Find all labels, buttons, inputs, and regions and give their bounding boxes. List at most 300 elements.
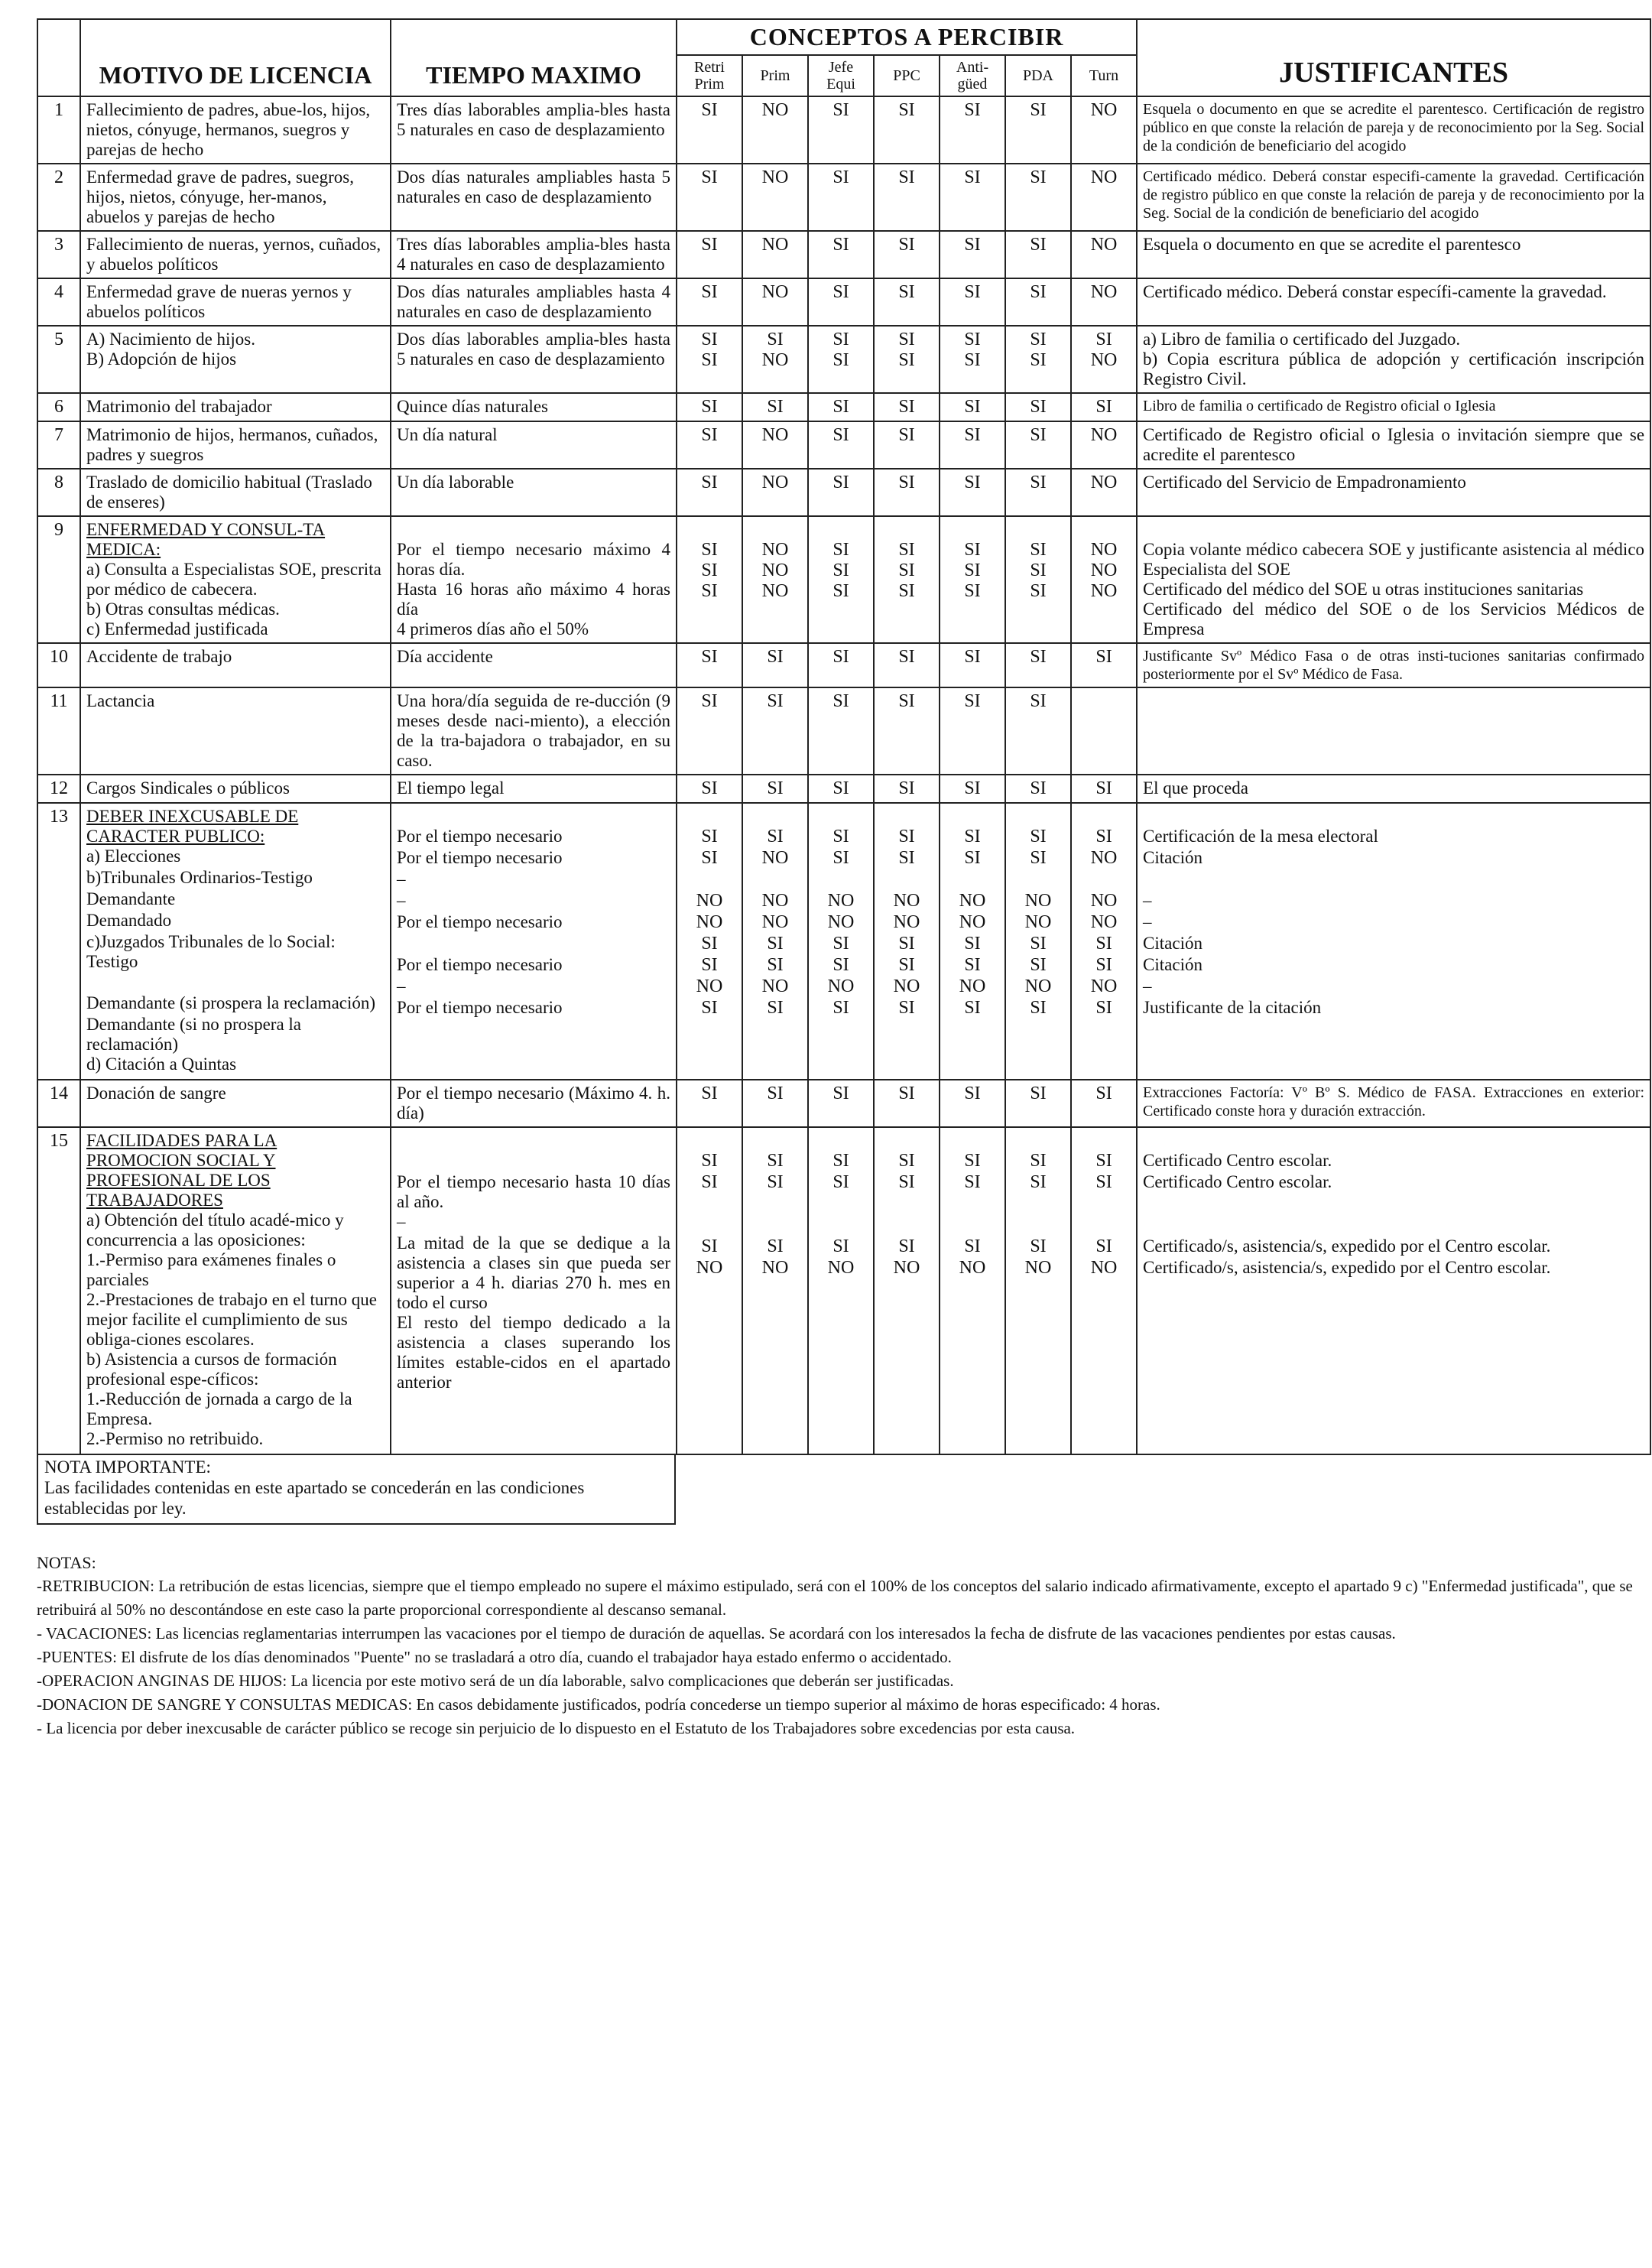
tiempo-line: [397, 1151, 670, 1172]
concepto-value: SI: [1030, 1151, 1047, 1171]
concepto-value: SI: [964, 561, 981, 580]
concepto-value: SI: [1030, 1172, 1047, 1192]
tiempo-text: Dos días naturales ampliables hasta 4 naturales en caso de desplazamiento: [397, 282, 670, 321]
tiempo-cell: [391, 421, 677, 469]
concepto-cell: [874, 775, 940, 803]
concepto-value: SI: [767, 1172, 784, 1192]
concepto-cell: [677, 421, 742, 469]
concepto-value: SI: [1030, 350, 1047, 370]
concepto-cell: [808, 421, 874, 469]
concepto-value: SI: [701, 100, 718, 120]
nota-item-label: - VACACIONES:: [37, 1624, 152, 1643]
tiempo-cell: [391, 326, 677, 393]
concepto-value: NO: [761, 282, 789, 302]
concepto-cell: [742, 326, 808, 393]
concepto-value: NO: [893, 1258, 920, 1278]
tiempo-text: El tiempo legal: [397, 778, 505, 798]
concepto-value: SI: [1030, 235, 1047, 255]
motivo-line: 1.-Reducción de jornada a cargo de la Empresa.: [86, 1389, 352, 1428]
concepto-cell: [808, 1127, 874, 1454]
concepto-cell: [874, 803, 940, 1080]
concepto-cell: [677, 516, 742, 643]
concepto-cell: [1071, 687, 1137, 775]
motivo-line: Demandante (si no prospera la reclamación): [86, 1015, 302, 1054]
tiempo-line: –: [397, 1212, 406, 1231]
concepto-cell: [940, 775, 1005, 803]
tiempo-line: –: [397, 976, 406, 996]
concepto-cell: [808, 326, 874, 393]
concepto-value: SI: [832, 581, 849, 601]
concepto-value: SI: [767, 778, 784, 798]
concepto-value: SI: [898, 1151, 915, 1171]
concepto-cell: [874, 326, 940, 393]
concepto-value: SI: [1030, 167, 1047, 187]
concepto-value: SI: [898, 827, 915, 846]
motivo-cell: [80, 469, 391, 516]
concepto-value: [1011, 1215, 1065, 1236]
concepto-value: [683, 1194, 736, 1215]
tiempo-line: [397, 934, 670, 955]
concepto-value: SI: [898, 167, 915, 187]
concepto-value: SI: [964, 998, 981, 1018]
tiempo-cell: [391, 803, 677, 1080]
concepto-value: SI: [1030, 934, 1047, 954]
table-row: [37, 96, 1650, 164]
concepto-value: SI: [701, 955, 718, 975]
concepto-value: SI: [1030, 955, 1047, 975]
justificante-text: Libro de familia o certificado de Registro oficial o Iglesia: [1143, 398, 1496, 414]
tiempo-line: Por el tiempo necesario: [397, 955, 563, 974]
justificante-line: Certificación de la mesa electoral: [1143, 827, 1378, 846]
concepto-value: SI: [1030, 397, 1047, 417]
concepto-value: SI: [701, 581, 718, 601]
concepto-cell: [1005, 1127, 1071, 1454]
justificante-line: Certificado Centro escolar.: [1143, 1151, 1332, 1170]
concepto-value: SI: [701, 1236, 718, 1256]
tiempo-text: Un día natural: [397, 425, 498, 444]
justificante-cell: [1137, 164, 1650, 231]
motivo-text: Fallecimiento de nueras, yernos, cuñados, y abuelos políticos: [86, 235, 381, 274]
concepto-value: SI: [832, 1151, 849, 1171]
licencias-document: [37, 18, 1650, 1740]
concepto-value: NO: [959, 891, 986, 911]
concepto-value: SI: [701, 848, 718, 868]
concepto-value: SI: [701, 998, 718, 1018]
concepto-cell: [677, 278, 742, 326]
concepto-value: SI: [767, 330, 784, 349]
justificante-text: Esquela o documento en que se acredite el parentesco. Certificación de registro público en que conste la relación de pareja y de reconocimiento por la Seg. Social de la condición de beneficiario del acogido: [1143, 101, 1645, 154]
concepto-value: SI: [1095, 827, 1112, 846]
concepto-value: NO: [959, 976, 986, 996]
concepto-value: NO: [696, 976, 723, 996]
concepto-value: SI: [964, 350, 981, 370]
tiempo-text: Día accidente: [397, 647, 493, 666]
concepto-value: SI: [898, 397, 915, 417]
tiempo-line: Por el tiempo necesario: [397, 998, 563, 1017]
concepto-value: SI: [1095, 1172, 1112, 1192]
concepto-value: NO: [761, 425, 789, 445]
tiempo-cell: [391, 278, 677, 326]
table-row: [37, 231, 1650, 278]
tiempo-cell: [391, 1080, 677, 1127]
concepto-value: [683, 869, 736, 891]
concepto-cell: [1071, 1127, 1137, 1454]
concepto-value: SI: [964, 691, 981, 711]
nota-item-text: Las licencias reglamentarias interrumpen las vacaciones por el tiempo de duración de aquellas. Se acordará con los interesados la fecha de disfrute de las vacaciones pendientes por estas causas.: [155, 1624, 1396, 1643]
concepto-cell: [1071, 803, 1137, 1080]
row-number: 1: [37, 96, 80, 164]
tiempo-cell: [391, 687, 677, 775]
concepto-value: [1011, 869, 1065, 891]
nota-item-text: El disfrute de los días denominados "Puente" no se trasladará a otro día, cuando el trabajador haya estado enfermo o accidentado.: [121, 1648, 952, 1666]
motivo-cell: [80, 516, 391, 643]
concepto-value: NO: [1090, 912, 1118, 932]
concepto-cell: [1005, 164, 1071, 231]
concepto-value: SI: [701, 647, 718, 667]
justificante-cell: [1137, 516, 1650, 643]
table-row: [37, 775, 1650, 803]
concepto-cell: [1005, 393, 1071, 421]
concepto-value: SI: [832, 350, 849, 370]
row-number: 15: [37, 1127, 80, 1454]
concepto-value: SI: [701, 778, 718, 798]
concepto-cell: [808, 1080, 874, 1127]
concepto-value: SI: [701, 827, 718, 846]
concepto-cell: [808, 803, 874, 1080]
concepto-value: SI: [1030, 1236, 1047, 1256]
concepto-cell: [808, 393, 874, 421]
concepto-value: NO: [893, 976, 920, 996]
concepto-value: SI: [898, 561, 915, 580]
header-justificantes: JUSTIFICANTES: [1137, 19, 1650, 96]
tiempo-line: [397, 1392, 670, 1414]
tiempo-text: Quince días naturales: [397, 397, 548, 416]
concepto-cell: [874, 1127, 940, 1454]
tiempo-line: Por el tiempo necesario hasta 10 días al año.: [397, 1172, 670, 1211]
concepto-value: SI: [964, 473, 981, 492]
tiempo-line: La mitad de la que se dedique a la asistencia a clases sin que pueda ser superior a 4 h. diarias 270 h. mes en todo el curso: [397, 1233, 670, 1312]
motivo-cell: [80, 803, 391, 1080]
concepto-value: SI: [1030, 998, 1047, 1018]
concepto-cell: [677, 393, 742, 421]
nota-item: [37, 1669, 1642, 1693]
nota-item-label: -RETRIBUCION:: [37, 1577, 154, 1595]
tiempo-line: –: [397, 869, 406, 889]
concepto-cell: [1005, 421, 1071, 469]
justificante-text: Justificante Svº Médico Fasa o de otras insti-tuciones sanitarias confirmado posteriormente por el Svº Médico de Fasa.: [1143, 648, 1645, 683]
tiempo-text: 4 primeros días año el 50%: [397, 619, 589, 638]
tiempo-line: Por el tiempo necesario: [397, 848, 563, 867]
concepto-value: SI: [898, 1236, 915, 1256]
tiempo-text: Dos días laborables amplia-bles hasta 5 naturales en caso de desplazamiento: [397, 330, 670, 369]
concepto-value: NO: [761, 235, 789, 255]
concepto-cell: [1005, 96, 1071, 164]
concepto-cell: [940, 1127, 1005, 1454]
tiempo-text: Tres días laborables amplia-bles hasta 5 naturales en caso de desplazamiento: [397, 100, 670, 139]
justificante-line: [1143, 1194, 1644, 1215]
licencias-table: [37, 18, 1651, 1455]
notas-title: NOTAS:: [37, 1553, 96, 1572]
concepto-value: [814, 1194, 868, 1215]
concepto-value: SI: [1095, 1236, 1112, 1256]
concepto-value: SI: [898, 778, 915, 798]
header-motivo: MOTIVO DE LICENCIA: [80, 19, 391, 96]
motivo-text: Traslado de domicilio habitual (Traslado de enseres): [86, 473, 372, 512]
concepto-value: SI: [898, 425, 915, 445]
motivo-text: Enfermedad grave de padres, suegros, hijos, nietos, cónyuge, her-manos, abuelos y parejas de hecho: [86, 167, 354, 226]
header-col-jefe-equi: Jefe Equi: [808, 55, 874, 96]
nota-item-label: -DONACION DE SANGRE Y CONSULTAS MEDICAS:: [37, 1695, 413, 1714]
concepto-value: SI: [898, 848, 915, 868]
concepto-value: NO: [1090, 976, 1118, 996]
concepto-value: SI: [964, 167, 981, 187]
concepto-value: SI: [832, 561, 849, 580]
concepto-value: SI: [767, 827, 784, 846]
concepto-cell: [742, 1127, 808, 1454]
justificante-cell: [1137, 278, 1650, 326]
table-row: [37, 393, 1650, 421]
concepto-value: SI: [701, 1172, 718, 1192]
concepto-value: [946, 1215, 999, 1236]
justificante-cell: [1137, 96, 1650, 164]
concepto-value: SI: [964, 647, 981, 667]
motivo-cell: [80, 421, 391, 469]
concepto-value: SI: [1095, 778, 1112, 798]
concepto-cell: [677, 1080, 742, 1127]
concepto-value: NO: [1090, 1258, 1118, 1278]
concepto-value: SI: [1030, 425, 1047, 445]
concepto-value: SI: [898, 581, 915, 601]
motivo-cell: [80, 775, 391, 803]
tiempo-cell: [391, 469, 677, 516]
motivo-cell: [80, 687, 391, 775]
justificante-cell: [1137, 1080, 1650, 1127]
concepto-value: [1011, 1194, 1065, 1215]
concepto-value: NO: [827, 891, 855, 911]
tiempo-cell: [391, 516, 677, 643]
concepto-cell: [1071, 326, 1137, 393]
concepto-value: SI: [701, 397, 718, 417]
concepto-value: SI: [1095, 1084, 1112, 1103]
header-col-antiguedad: Anti-güed: [940, 55, 1005, 96]
concepto-value: SI: [767, 934, 784, 954]
row-number: 4: [37, 278, 80, 326]
concepto-value: SI: [767, 1084, 784, 1103]
concepto-cell: [940, 393, 1005, 421]
motivo-cell: [80, 1080, 391, 1127]
concepto-cell: [742, 516, 808, 643]
table-row: [37, 516, 1650, 643]
concepto-value: NO: [761, 561, 789, 580]
concepto-cell: [808, 278, 874, 326]
concepto-cell: [808, 469, 874, 516]
motivo-title: FACILIDADES PARA LA PROMOCION SOCIAL Y PROFESIONAL DE LOS TRABAJADORES: [86, 1131, 277, 1210]
concepto-value: [748, 1215, 802, 1236]
concepto-value: SI: [767, 691, 784, 711]
motivo-cell: [80, 231, 391, 278]
concepto-cell: [1005, 231, 1071, 278]
tiempo-cell: [391, 393, 677, 421]
concepto-value: SI: [964, 1151, 981, 1171]
concepto-value: SI: [832, 473, 849, 492]
motivo-cell: [80, 326, 391, 393]
concepto-value: [683, 1215, 736, 1236]
justificante-text: El que proceda: [1143, 778, 1248, 798]
justificante-cell: [1137, 393, 1650, 421]
concepto-cell: [874, 421, 940, 469]
row-number: 13: [37, 803, 80, 1080]
motivo-cell: [80, 643, 391, 687]
concepto-value: NO: [959, 1258, 986, 1278]
justificante-text: a) Libro de familia o certificado del Juzgado.: [1143, 330, 1461, 349]
concepto-value: NO: [761, 540, 789, 560]
motivo-cell: [80, 96, 391, 164]
concepto-cell: [1071, 643, 1137, 687]
motivo-text: c) Enfermedad justificada: [86, 619, 268, 638]
tiempo-cell: [391, 164, 677, 231]
concepto-value: SI: [832, 330, 849, 349]
concepto-cell: [742, 687, 808, 775]
header-col-prim: Prim: [742, 55, 808, 96]
justificante-cell: [1137, 421, 1650, 469]
concepto-cell: [940, 278, 1005, 326]
tiempo-line: Por el tiempo necesario: [397, 912, 563, 931]
justificante-line: [1143, 1215, 1644, 1236]
concepto-value: SI: [964, 581, 981, 601]
concepto-value: SI: [832, 540, 849, 560]
concepto-cell: [1071, 164, 1137, 231]
concepto-cell: [1005, 278, 1071, 326]
justificante-line: –: [1143, 976, 1152, 996]
concepto-value: SI: [701, 235, 718, 255]
concepto-value: SI: [832, 934, 849, 954]
row-number: 9: [37, 516, 80, 643]
concepto-value: SI: [832, 1084, 849, 1103]
concepto-cell: [808, 231, 874, 278]
nota-importante-text: Las facilidades contenidas en este apartado se concederán en las condiciones establecidas por ley.: [44, 1478, 585, 1518]
concepto-value: NO: [1024, 976, 1052, 996]
concepto-cell: [677, 643, 742, 687]
concepto-value: SI: [964, 955, 981, 975]
concepto-value: NO: [1024, 912, 1052, 932]
concepto-cell: [742, 775, 808, 803]
motivo-text: a) Consulta a Especialistas SOE, prescrita por médico de cabecera.: [86, 560, 381, 599]
concepto-value: [880, 869, 933, 891]
header-tiempo: TIEMPO MAXIMO: [391, 19, 677, 96]
nota-importante-title: NOTA IMPORTANTE:: [44, 1457, 211, 1477]
row-number: 7: [37, 421, 80, 469]
concepto-value: SI: [701, 1084, 718, 1103]
motivo-title: DEBER INEXCUSABLE DE CARACTER PUBLICO:: [86, 807, 299, 846]
motivo-cell: [80, 1127, 391, 1454]
concepto-value: [748, 869, 802, 891]
concepto-cell: [1005, 775, 1071, 803]
concepto-value: [1077, 869, 1131, 891]
concepto-cell: [677, 469, 742, 516]
header-conceptos: CONCEPTOS A PERCIBIR: [677, 19, 1137, 55]
concepto-value: NO: [1090, 350, 1118, 370]
justificante-text: Certificado de Registro oficial o Iglesia o invitación siempre que se acredite el parentesco: [1143, 425, 1645, 464]
concepto-cell: [742, 164, 808, 231]
concepto-value: SI: [1030, 778, 1047, 798]
concepto-cell: [874, 1080, 940, 1127]
concepto-cell: [874, 469, 940, 516]
justificante-text: Copia volante médico cabecera SOE y justificante asistencia al médico Especialista del SOE: [1143, 540, 1645, 579]
concepto-cell: [874, 687, 940, 775]
tiempo-cell: [391, 96, 677, 164]
concepto-value: NO: [959, 912, 986, 932]
concepto-cell: [1005, 803, 1071, 1080]
concepto-cell: [874, 643, 940, 687]
concepto-cell: [808, 516, 874, 643]
justificante-cell: [1137, 469, 1650, 516]
table-row: [37, 278, 1650, 326]
tiempo-text: Dos días naturales ampliables hasta 5 naturales en caso de desplazamiento: [397, 167, 670, 206]
licencias-body: [37, 96, 1650, 1454]
concepto-value: SI: [1095, 955, 1112, 975]
concepto-cell: [1071, 231, 1137, 278]
concepto-value: SI: [767, 955, 784, 975]
header-row-top: [37, 19, 1650, 55]
concepto-value: SI: [832, 955, 849, 975]
concepto-value: NO: [761, 1258, 789, 1278]
concepto-value: SI: [898, 330, 915, 349]
concepto-value: NO: [696, 891, 723, 911]
concepto-value: SI: [701, 282, 718, 302]
motivo-line: [86, 972, 385, 993]
concepto-cell: [742, 643, 808, 687]
table-row: [37, 469, 1650, 516]
motivo-line: a) Elecciones: [86, 846, 181, 866]
concepto-value: [748, 1194, 802, 1215]
concepto-value: NO: [1024, 1258, 1052, 1278]
concepto-value: NO: [1090, 540, 1118, 560]
concepto-cell: [940, 326, 1005, 393]
concepto-value: SI: [964, 425, 981, 445]
tiempo-text: Por el tiempo necesario máximo 4 horas día.: [397, 540, 670, 579]
concepto-cell: [742, 393, 808, 421]
justificante-text: Certificado del médico del SOE u otras instituciones sanitarias: [1143, 580, 1584, 599]
justificante-text: Certificado médico. Deberá constar específi-camente la gravedad.: [1143, 282, 1607, 301]
concepto-value: NO: [1090, 473, 1118, 492]
concepto-value: SI: [1095, 647, 1112, 667]
nota-item: [37, 1646, 1642, 1669]
concepto-value: SI: [767, 397, 784, 417]
concepto-value: SI: [1030, 581, 1047, 601]
concepto-value: SI: [1030, 330, 1047, 349]
motivo-text: Cargos Sindicales o públicos: [86, 778, 290, 798]
concepto-value: SI: [767, 1151, 784, 1171]
justificante-cell: [1137, 643, 1650, 687]
concepto-value: SI: [964, 778, 981, 798]
concepto-value: SI: [832, 1172, 849, 1192]
concepto-value: SI: [1030, 561, 1047, 580]
motivo-title: ENFERMEDAD Y CONSUL-TA MEDICA:: [86, 520, 326, 559]
justificante-cell: [1137, 231, 1650, 278]
concepto-value: SI: [1095, 998, 1112, 1018]
concepto-cell: [1071, 1080, 1137, 1127]
concepto-value: NO: [696, 912, 723, 932]
tiempo-line: Por el tiempo necesario: [397, 827, 563, 846]
concepto-value: SI: [964, 100, 981, 120]
nota-item: [37, 1574, 1642, 1622]
concepto-value: SI: [767, 647, 784, 667]
concepto-cell: [742, 278, 808, 326]
concepto-value: SI: [1030, 691, 1047, 711]
concepto-value: NO: [827, 1258, 855, 1278]
concepto-cell: [1071, 421, 1137, 469]
concepto-value: NO: [1090, 581, 1118, 601]
